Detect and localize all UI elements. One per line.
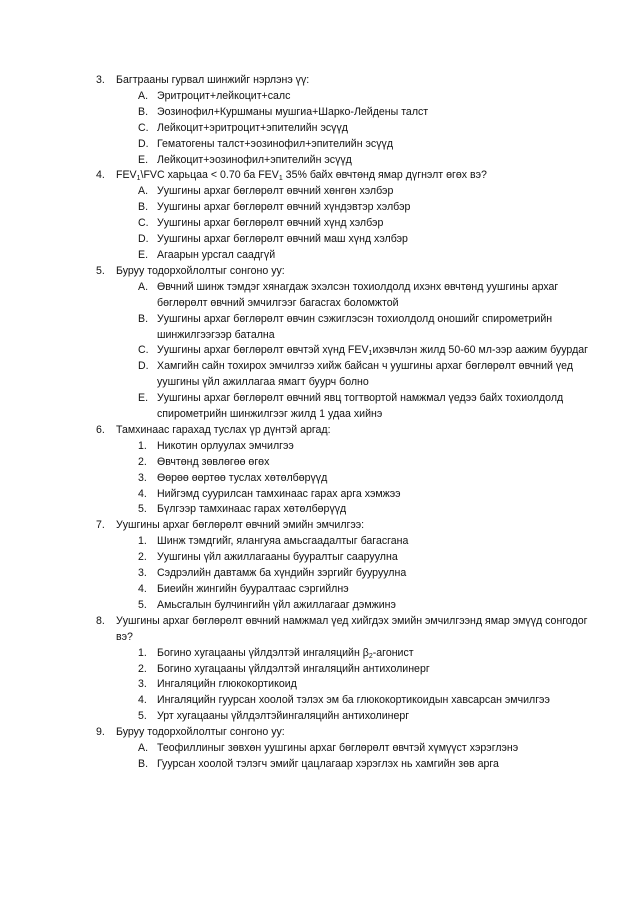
option-label: A.: [138, 89, 149, 102]
option-text: Лейкоцит+эозинофил+эпителийн эсүүд: [157, 153, 352, 166]
option: [138, 741, 598, 757]
question-text: Буруу тодорхойлолтыг сонгоно уу:: [116, 726, 285, 739]
option-label: A.: [138, 185, 149, 198]
option-text: Урт хугацааны үйлдэлтэйингаляцийн антихолинерг: [157, 710, 410, 723]
text-part: Уушгины архаг бөглөрөлт өвчтэй хүнд FEV: [157, 344, 369, 357]
option-text: Амьсгалын булчингийн үйл ажиллагааг дэмжинэ: [157, 598, 396, 611]
option: [138, 471, 598, 487]
option: [138, 534, 598, 550]
option-label: 1.: [138, 439, 147, 452]
option-text: Уушгины архаг бөглөрөлт өвчний хөнгөн хэлбэр: [157, 185, 394, 198]
option: [138, 757, 598, 773]
question-text: Багтрааны гурвал шинжийг нэрлэнэ үү:: [116, 74, 310, 86]
option-text: Богино хугацааны үйлдэлтэй ингаляцийн антихолинерг: [157, 662, 430, 675]
option-label: 2.: [138, 455, 147, 468]
option: [138, 359, 598, 391]
question-text: Уушгины архаг бөглөрөлт өвчний намжмал үед хийгдэх эмийн эмчилгээнд ямар эмүүд сонгодог вэ?: [116, 614, 588, 643]
option-text: Агаарын урсгал саадгүй: [157, 248, 276, 261]
question-6: [96, 423, 598, 518]
question-5: [96, 264, 598, 423]
option-text: Нийгэмд суурилсан тамхинаас гарах арга хэмжээ: [157, 487, 401, 500]
option: [138, 693, 598, 709]
subscript: 1: [278, 175, 283, 183]
option-text: Уушгины архаг бөглөрөлт өвчний явц тогтвортой намжмал үедээ байх тохиолдолд спирометрийн шинжилгээг жилд 1 удаа хийнэ: [157, 392, 564, 421]
option-text: Бүлгээр тамхинаас гарах хөтөлбөрүүд: [157, 503, 347, 516]
option-text: Уушгины архаг бөглөрөлт өвчний маш хүнд хэлбэр: [157, 233, 408, 246]
option: [138, 662, 598, 678]
option-text: Гематогены талст+эозинофил+эпителийн эсүүд: [157, 137, 393, 150]
option: [138, 502, 598, 518]
text-part: -агонист: [372, 646, 414, 659]
option: [138, 487, 598, 503]
option: [138, 153, 598, 169]
text-part: \FVC харьцаа < 0.70 ба FEV: [140, 169, 279, 182]
option: [138, 312, 598, 344]
option-list: [116, 280, 598, 423]
option-label: E.: [138, 248, 149, 261]
option-text: Хамгийн сайн тохирох эмчилгээ хийж байсан ч уушгины архаг бөглөрөлт өвчний үед уушгины үйл ажиллагаа ямагт буурч болно: [157, 360, 574, 389]
option: [138, 248, 598, 264]
option: [138, 677, 598, 693]
option-label: 3.: [138, 567, 147, 580]
question-4: [96, 168, 598, 263]
option-list: [116, 646, 598, 726]
option-label: B.: [138, 757, 149, 770]
question-text: [116, 168, 598, 184]
option-label: B.: [138, 312, 149, 325]
question-number: 7.: [96, 519, 105, 532]
option: [138, 566, 598, 582]
question-number: 6.: [96, 423, 105, 436]
text-part: FEV: [116, 169, 137, 182]
option-text: Сэдрэлийн давтамж ба хүндийн зэргийг бууруулна: [157, 567, 407, 580]
option-text: Өөрөө өөртөө туслах хөтөлбөрүүд: [157, 471, 328, 484]
option: [138, 598, 598, 614]
option-label: C.: [138, 344, 149, 357]
option-text: Теофиллиныг зөвхөн уушгины архаг бөглөрөлт өвчтэй хүмүүст хэрэглэнэ: [157, 742, 519, 755]
option-text: Эозинофил+Куршманы мушгиа+Шарко-Лейдены талст: [157, 105, 429, 118]
option-label: B.: [138, 201, 149, 214]
option-label: E.: [138, 392, 149, 405]
option: [138, 455, 598, 471]
option-text: Өвчтөнд зөвлөгөө өгөх: [157, 455, 270, 468]
option-label: 4.: [138, 487, 147, 500]
option-label: C.: [138, 121, 149, 134]
question-number: 3.: [96, 74, 105, 86]
subscript: 1: [368, 350, 373, 358]
option-list: [116, 184, 598, 264]
option-label: E.: [138, 153, 149, 166]
option-text: Уушгины архаг бөглөрөлт өвчин сэжиглэсэн тохиолдолд оношийг спирометрийн шинжилгээгээр батална: [157, 312, 553, 341]
option-label: 1.: [138, 646, 147, 659]
option-text: Гуурсан хоолой тэлэгч эмийг цацлагаар хэрэглэх нь хамгийн зөв арга: [157, 757, 499, 770]
question-text: Буруу тодорхойлолтыг сонгоно уу:: [116, 264, 285, 277]
option-text: [157, 647, 414, 659]
option: [138, 184, 598, 200]
option-text: Ингаляцийн гуурсан хоолой тэлэх эм ба глюкокортикоидын хавсарсан эмчилгээ: [157, 694, 550, 707]
subscript: 2: [368, 652, 373, 660]
option: [138, 646, 598, 662]
option-text: Никотин орлуулах эмчилгээ: [157, 439, 294, 452]
option-label: 3.: [138, 471, 147, 484]
option: [138, 121, 598, 137]
text-part: Богино хугацааны үйлдэлтэй ингаляцийн β: [157, 646, 369, 659]
option: [138, 582, 598, 598]
option: [138, 89, 598, 105]
option-label: A.: [138, 742, 149, 755]
option-text: Лейкоцит+эритроцит+эпителийн эсүүд: [157, 121, 348, 134]
option-label: D.: [138, 360, 149, 373]
option-text: Уушгины архаг бөглөрөлт өвчний хүнд хэлбэр: [157, 217, 384, 230]
option-list: [116, 741, 598, 773]
option-label: 4.: [138, 583, 147, 595]
question-number: 8.: [96, 614, 105, 627]
option-label: D.: [138, 233, 149, 246]
option-label: 4.: [138, 694, 147, 707]
question-7: [96, 518, 598, 613]
question-number: 4.: [96, 169, 105, 182]
option-list: [116, 439, 598, 519]
option: [138, 200, 598, 216]
option: [138, 343, 598, 359]
option-label: D.: [138, 137, 149, 150]
option: [138, 709, 598, 725]
option: [138, 439, 598, 455]
question-8: [96, 614, 598, 725]
option-list: [116, 534, 598, 614]
option: [138, 391, 598, 423]
option-label: 5.: [138, 598, 147, 611]
option-label: 3.: [138, 678, 147, 691]
option: [138, 232, 598, 248]
option-text: [157, 344, 588, 356]
option: [138, 216, 598, 232]
subscript: 1: [136, 175, 141, 183]
option-label: 5.: [138, 710, 147, 723]
option-label: 2.: [138, 551, 147, 564]
question-text: Уушгины архаг бөглөрөлт өвчний эмийн эмчилгээ:: [116, 519, 365, 532]
option-text: Эритроцит+лейкоцит+салс: [157, 89, 291, 102]
question-text: Тамхинаас гарахад туслах үр дүнтэй аргад:: [116, 423, 331, 436]
question-9: [96, 725, 598, 773]
question-number: 5.: [96, 264, 105, 277]
text-part: ихэвчлэн жилд 50-60 мл-ээр аажим буурдаг: [372, 344, 589, 357]
option: [138, 137, 598, 153]
option-label: 2.: [138, 662, 147, 675]
option: [138, 550, 598, 566]
option: [138, 105, 598, 121]
option-text: Ингаляцийн глюкокортикоид: [157, 678, 297, 691]
option-text: Биеийн жингийн бууралтаас сэргийлнэ: [157, 583, 349, 595]
option-label: 5.: [138, 503, 147, 516]
text-part: 35% байх өвчтөнд ямар дүгнэлт өгөх вэ?: [282, 169, 487, 182]
option-label: B.: [138, 105, 149, 118]
option-text: Шинж тэмдгийг, ялангуяа амьсгаадалтыг багасгана: [157, 535, 409, 548]
option-text: Уушгины архаг бөглөрөлт өвчний хүндэвтэр хэлбэр: [157, 201, 411, 214]
question-number: 9.: [96, 726, 105, 739]
option-text: Өвчний шинж тэмдэг хянагдаж эхэлсэн тохиолдолд ихэнх өвчтөнд уушгины архаг бөглөрөлт өвчний эмчилгээг багасгах боломжтой: [157, 280, 559, 309]
option: [138, 280, 598, 312]
option-label: A.: [138, 280, 149, 293]
option-label: 1.: [138, 535, 147, 548]
option-label: C.: [138, 217, 149, 230]
option-text: Уушгины үйл ажиллагааны бууралтыг сааруулна: [157, 551, 398, 564]
question-3: [96, 73, 598, 168]
option-list: [116, 89, 598, 169]
